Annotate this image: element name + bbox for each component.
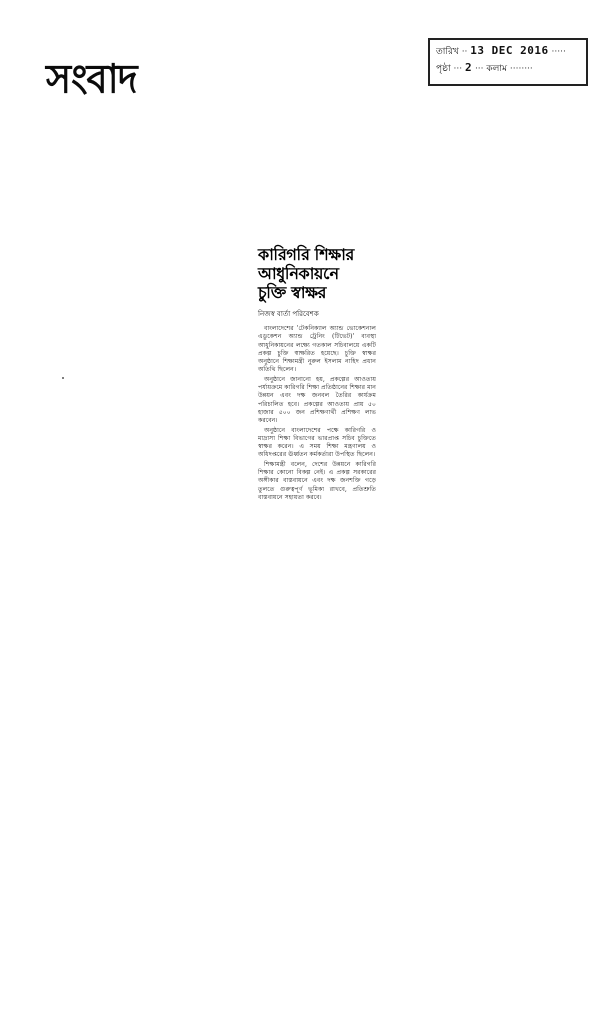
stamp-date-value: 13 DEC 2016 (470, 44, 549, 57)
news-article (258, 245, 376, 503)
stamp-page-value: 2 (464, 61, 473, 74)
scan-speck (62, 377, 64, 379)
article-body (258, 325, 376, 502)
newspaper-masthead: সংবাদ (46, 54, 137, 102)
stamp-column-label: কলাম (486, 64, 508, 74)
article-paragraph: শিক্ষামন্ত্রী বলেন, দেশের উন্নয়নে কারিগরি শিক্ষার কোনো বিকল্প নেই। এ প্রকল্প সরকারের অঙ্গীকার বাস্তবায়নে এবং দক্ষ জনশক্তি গড়ে তুলতে গুরুত্বপূর্ণ ভূমিকা রাখবে, প্রতিশ্রুতি বাস্তবায়নে সহায়তা করবে। (258, 460, 376, 501)
article-paragraph: অনুষ্ঠানে জানানো হয়, প্রকল্পের আওতায় পর্যায়ক্রমে কারিগরি শিক্ষা প্রতিষ্ঠানের শিক্ষার মান উন্নয়ন এবং দক্ষ জনবল তৈরির কার্যক্রম পরিচালিত হবে। প্রকল্পের আওতায় প্রায় ৫০ হাজার ৫০০ জন প্রশিক্ষণার্থী প্রশিক্ষণ লাভ করবেন। (258, 375, 376, 425)
headline-line: কারিগরি শিক্ষার (258, 245, 354, 264)
headline-line: চুক্তি স্বাক্ষর (258, 283, 327, 302)
article-headline (258, 245, 376, 302)
article-paragraph: অনুষ্ঠানে বাংলাদেশের পক্ষে কারিগরি ও মাদ্রাসা শিক্ষা বিভাগের ভারপ্রাপ্ত সচিব চুক্তিতে স্বাক্ষর করেন। এ সময় শিক্ষা মন্ত্রণালয় ও অধিদপ্তরের ঊর্ধ্বতন কর্মকর্তারা উপস্থিত ছিলেন। (258, 426, 376, 459)
article-paragraph: বাংলাদেশের 'টেকনিক্যাল অ্যান্ড ভোকেশনাল এডুকেশন অ্যান্ড ট্রেনিং (টিভেট)' ব্যবস্থা আধুনিকায়নের লক্ষ্যে গতকাল সচিবালয়ে একটি প্রকল্প চুক্তি স্বাক্ষরিত হয়েছে। চুক্তি স্বাক্ষর অনুষ্ঠানে শিক্ষামন্ত্রী নুরুল ইসলাম নাহিদ প্রধান অতিথি ছিলেন। (258, 325, 376, 374)
stamp-date-label: তারিখ (436, 47, 459, 57)
stamp-page-row: পৃষ্ঠা ··· 2 ··· কলাম ········ (436, 61, 533, 74)
stamp-page-label: পৃষ্ঠা (436, 64, 451, 74)
stamp-date-row: তারিখ ·· 13 DEC 2016 ····· (436, 44, 566, 57)
article-byline: নিজস্ব বার্তা পরিবেশক (258, 310, 319, 318)
headline-line: আধুনিকায়নে (258, 264, 339, 283)
clipping-date-stamp (428, 38, 588, 86)
